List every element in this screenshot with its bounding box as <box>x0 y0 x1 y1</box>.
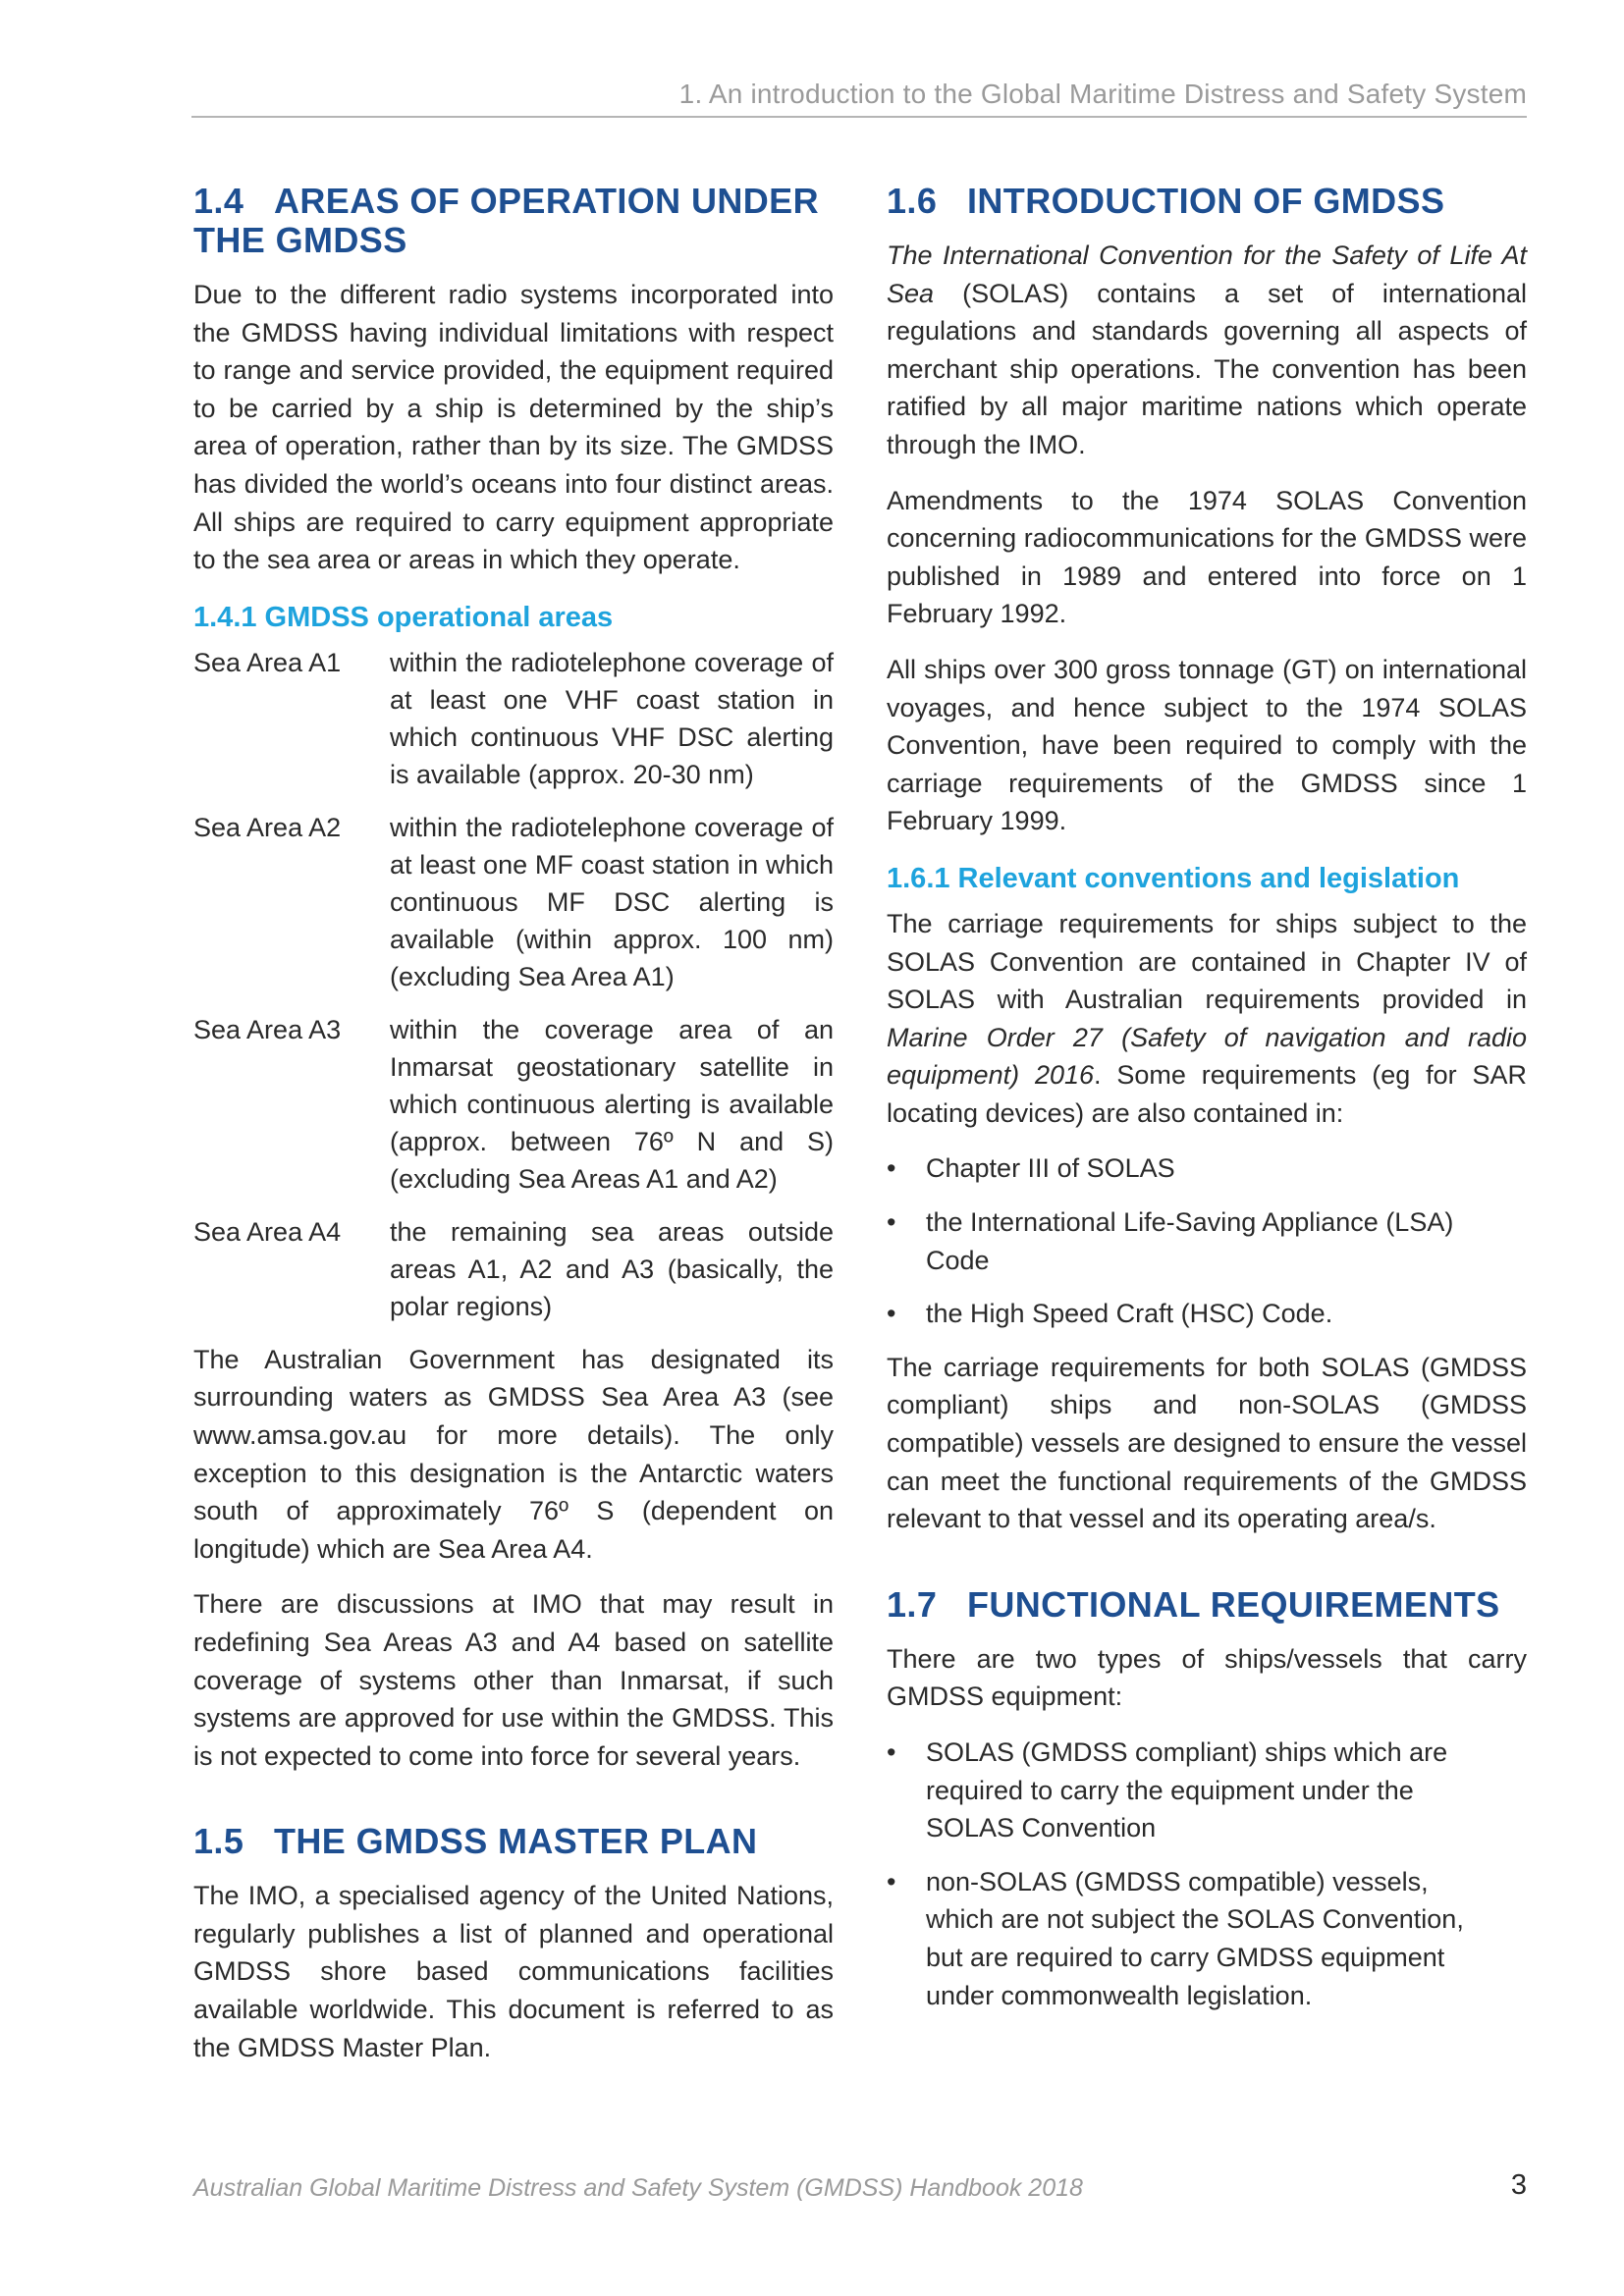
subsection-1-4-1 <box>193 601 834 1776</box>
list-item: • the International Life-Saving Appliance (LSA) Code <box>887 1203 1527 1279</box>
sea-area-label: Sea Area A3 <box>193 1014 342 1044</box>
convention-title: The International Convention for the Safety of Life At Sea <box>887 240 1527 308</box>
paragraph-text: (SOLAS) contains a set of international regulations and standards governing all aspects of merchant ship operations. The convention has been ratified by all major maritime nations which operate through the IMO. <box>887 278 1527 459</box>
sea-area-row <box>193 1213 834 1325</box>
section-1-4 <box>193 182 834 579</box>
paragraph-text: The carriage requirements for ships subject to the SOLAS Convention are contained in Chapter IV of SOLAS with Australian requirements provided in <box>887 908 1527 1015</box>
paragraph: Amendments to the 1974 SOLAS Convention concerning radiocommunications for the GMDSS were published in 1989 and entered into force on 1 February 1992. <box>887 485 1527 629</box>
section-1-5 <box>193 1822 834 2066</box>
section-heading <box>887 1585 1527 1625</box>
section-number: 1.5 <box>193 1821 244 1862</box>
paragraph: There are discussions at IMO that may result in redefining Sea Areas A3 and A4 based on satellite coverage of systems other than Inmarsat, if such systems are approved for use within the GMDSS. This is not expected to come into force for several years. <box>193 1589 834 1771</box>
paragraph: The Australian Government has designated its surrounding waters as GMDSS Sea Area A3 (see www.amsa.gov.au for more details). The only exception to this designation is the Antarctic waters south of approximately 76º S (dependent on longitude) which are Sea Area A4. <box>193 1344 834 1564</box>
left-column <box>193 182 834 2084</box>
section-heading <box>887 182 1527 221</box>
paragraph: The carriage requirements for both SOLAS (GMDSS compliant) ships and non-SOLAS (GMDSS compatible) vessels are designed to ensure the vessel can meet the functional requirements of the GMDSS relevant to that vessel and its operating area/s. <box>887 1352 1527 1534</box>
sea-area-label: Sea Area A4 <box>193 1216 342 1247</box>
sea-area-label: Sea Area A2 <box>193 812 342 842</box>
sea-area-description: the remaining sea areas outside areas A1, A2 and A3 (basically, the polar regions) <box>390 1216 834 1321</box>
sea-area-row <box>193 1011 834 1198</box>
paragraph: All ships over 300 gross tonnage (GT) on international voyages, and hence subject to the 1974 SOLAS Convention, have been required to comply with the carriage requirements of the GMDSS since 1 February 1999. <box>887 654 1527 836</box>
footer-title: Australian Global Maritime Distress and Safety System (GMDSS) Handbook 2018 <box>193 2174 1083 2202</box>
bullet-list <box>887 1149 1527 1332</box>
section-title: INTRODUCTION OF GMDSS <box>967 181 1445 221</box>
section-heading <box>193 182 834 260</box>
list-item: • the High Speed Craft (HSC) Code. <box>887 1295 1527 1333</box>
paragraph: Due to the different radio systems incorporated into the GMDSS having individual limitations with respect to range and service provided, the equipment required to be carried by a ship is determined by the ship’s area of operation, rather than by its size. The GMDSS has divided the world’s oceans into four distinct areas. All ships are required to carry equipment appropriate to the sea area or areas in which they operate. <box>193 280 834 575</box>
page-number: 3 <box>1510 2169 1527 2201</box>
sea-area-description: within the radiotelephone coverage of at least one MF coast station in which continuous MF DSC alerting is available (within approx. 100 nm) (excluding Sea Area A1) <box>390 812 834 991</box>
marine-order-title: Marine Order 27 (Safety of navigation and radio equipment) 2016 <box>887 1022 1527 1091</box>
section-number: 1.4 <box>193 181 244 221</box>
paragraph-text: . Some requirements (eg for SAR locating devices) are also contained in: <box>887 1060 1527 1128</box>
running-header: 1. An introduction to the Global Maritime Distress and Safety System <box>678 79 1527 109</box>
list-item: • non-SOLAS (GMDSS compatible) vessels, which are not subject the SOLAS Convention, but are required to carry GMDSS equipment under commonwealth legislation. <box>887 1863 1527 2014</box>
section-heading <box>193 1822 834 1861</box>
section-1-6 <box>887 182 1527 840</box>
paragraph: There are two types of ships/vessels that carry GMDSS equipment: <box>887 1643 1527 1712</box>
section-title: FUNCTIONAL REQUIREMENTS <box>967 1583 1500 1625</box>
section-number: 1.6 <box>887 181 938 221</box>
paragraph: The IMO, a specialised agency of the United Nations, regularly publishes a list of planned and operational GMDSS shore based communications facilities available worldwide. This document is referred to as the GMDSS Master Plan. <box>193 1881 834 2062</box>
sea-area-label: Sea Area A1 <box>193 647 342 677</box>
sea-area-row <box>193 644 834 793</box>
paragraph <box>887 237 1527 464</box>
sea-area-row <box>193 809 834 995</box>
right-column <box>887 182 1527 2030</box>
subsection-1-6-1 <box>887 862 1527 1538</box>
sea-area-description: within the coverage area of an Inmarsat geostationary satellite in which continuous alerting is available (approx. between 76º N and S) (excluding Sea Areas A1 and A2) <box>390 1014 834 1194</box>
list-item: • SOLAS (GMDSS compliant) ships which are required to carry the equipment under the SOLAS Convention <box>887 1734 1527 1847</box>
subsection-heading: 1.4.1 GMDSS operational areas <box>193 601 614 633</box>
sea-area-list <box>193 644 834 1325</box>
subsection-heading: 1.6.1 Relevant conventions and legislation <box>887 862 1460 894</box>
bullet-list <box>887 1734 1527 2014</box>
section-number: 1.7 <box>887 1583 938 1625</box>
section-title: THE GMDSS MASTER PLAN <box>274 1821 758 1862</box>
paragraph <box>887 905 1527 1133</box>
section-1-7 <box>887 1585 1527 2014</box>
header-divider <box>191 116 1527 118</box>
list-item: • Chapter III of SOLAS <box>887 1149 1527 1188</box>
section-title: AREAS OF OPERATION UNDER THE GMDSS <box>193 181 819 260</box>
sea-area-description: within the radiotelephone coverage of at least one VHF coast station in which continuous VHF DSC alerting is available (approx. 20-30 nm) <box>390 647 834 789</box>
